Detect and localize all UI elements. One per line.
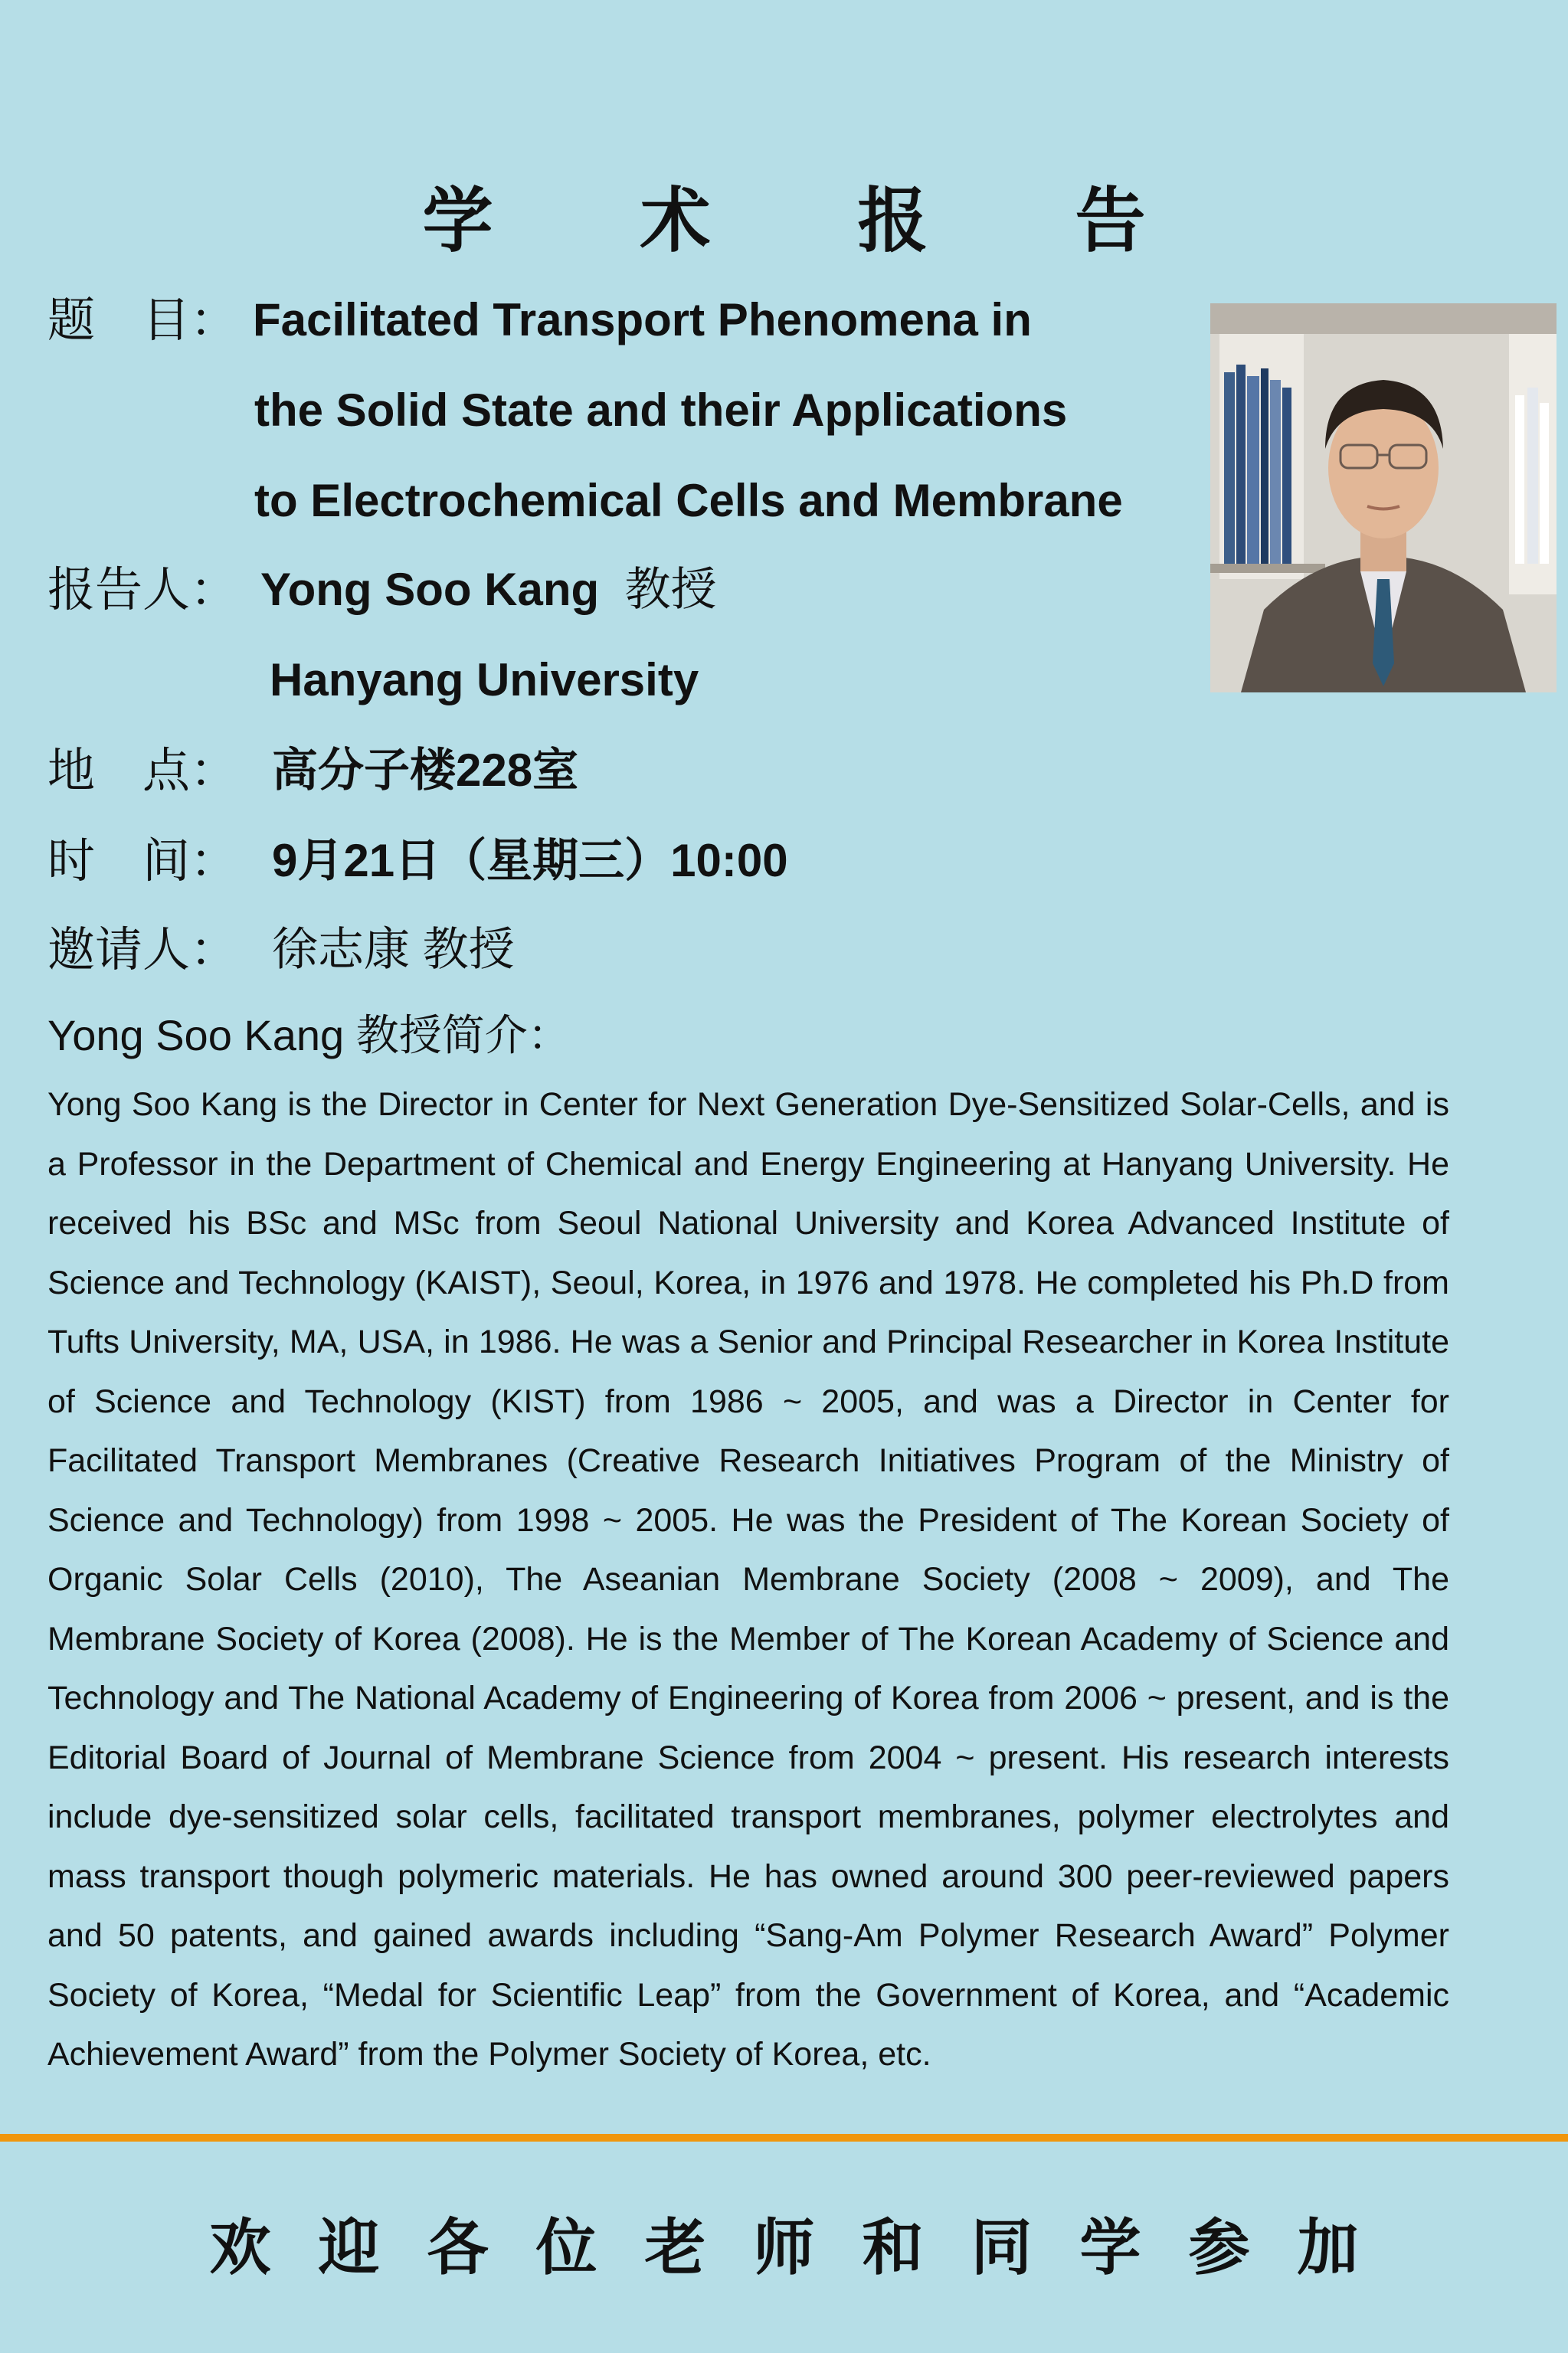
divider-rule bbox=[0, 2134, 1568, 2142]
speaker-label: 报告人： bbox=[47, 561, 238, 617]
topic-label: 题 目： bbox=[47, 292, 238, 348]
host-value: 徐志康 教授 bbox=[272, 924, 515, 975]
venue-value: 高分子楼228室 bbox=[272, 745, 579, 796]
time-label: 时 间： bbox=[47, 833, 238, 889]
venue-label: 地 点： bbox=[47, 742, 238, 798]
host-label: 邀请人： bbox=[47, 921, 238, 977]
topic-line-3: to Electrochemical Cells and Membrane bbox=[254, 475, 1123, 526]
page-title: 学 术 报 告 bbox=[422, 179, 1207, 262]
footer-welcome: 欢迎各位老师和同学参加 bbox=[209, 2211, 1406, 2283]
speaker-photo bbox=[1210, 303, 1557, 692]
speaker-title: 教授 bbox=[624, 564, 717, 615]
speaker-affiliation: Hanyang University bbox=[270, 654, 699, 705]
intro-heading: Yong Soo Kang 教授简介： bbox=[47, 1011, 571, 1059]
time-value: 9月21日（星期三）10:00 bbox=[272, 835, 788, 886]
speaker-name: Yong Soo Kang bbox=[260, 564, 600, 615]
topic-line-1: Facilitated Transport Phenomena in bbox=[253, 294, 1032, 345]
intro-text: Yong Soo Kang is the Director in Center for Next Generation Dye-Sensitized Solar-Cells, and is a Professor in the Department of Chemical and Energy Engineering at Hanyang University. He received his BSc and MSc from Seoul National University and Korea Advanced Institute of Science and Technology (KAIST), Seoul, Korea, in 1976 and 1978. He completed his Ph.D from Tufts University, MA, USA, in 1986. He was a Senior and Principal Researcher in Korea Institute of Science and Technology (KIST) from 1986 ~ 2005, and was a Director in Center for Facilitated Transport Membranes (Creative Research Initiatives Program of the Ministry of Science and Technology) from 1998 ~ 2005. He was the President of The Korean Society of Organic Solar Cells (2010), The Aseanian Membrane Society (2008 ~ 2009), and The Membrane Society of Korea (2008). He is the Member of The Korean Academy of Science and Technology and The National Academy of Engineering of Korea from 2006 ~ present, and is the Editorial Board of Journal of Membrane Science from 2004 ~ present. His research interests include dye-sensitized solar cells, facilitated transport membranes, polymer electrolytes and mass transport though polymeric materials. He has owned around 300 peer-reviewed papers and 50 patents, and gained awards including “Sang-Am Polymer Research Award” Polymer Society of Korea, “Medal for Scientific Leap” from the Government of Korea, and “Academic Achievement Award” from the Polymer Society of Korea, etc. bbox=[47, 1086, 1449, 2073]
topic-line-2: the Solid State and their Applications bbox=[254, 385, 1068, 436]
speaker-name-line bbox=[260, 559, 717, 620]
